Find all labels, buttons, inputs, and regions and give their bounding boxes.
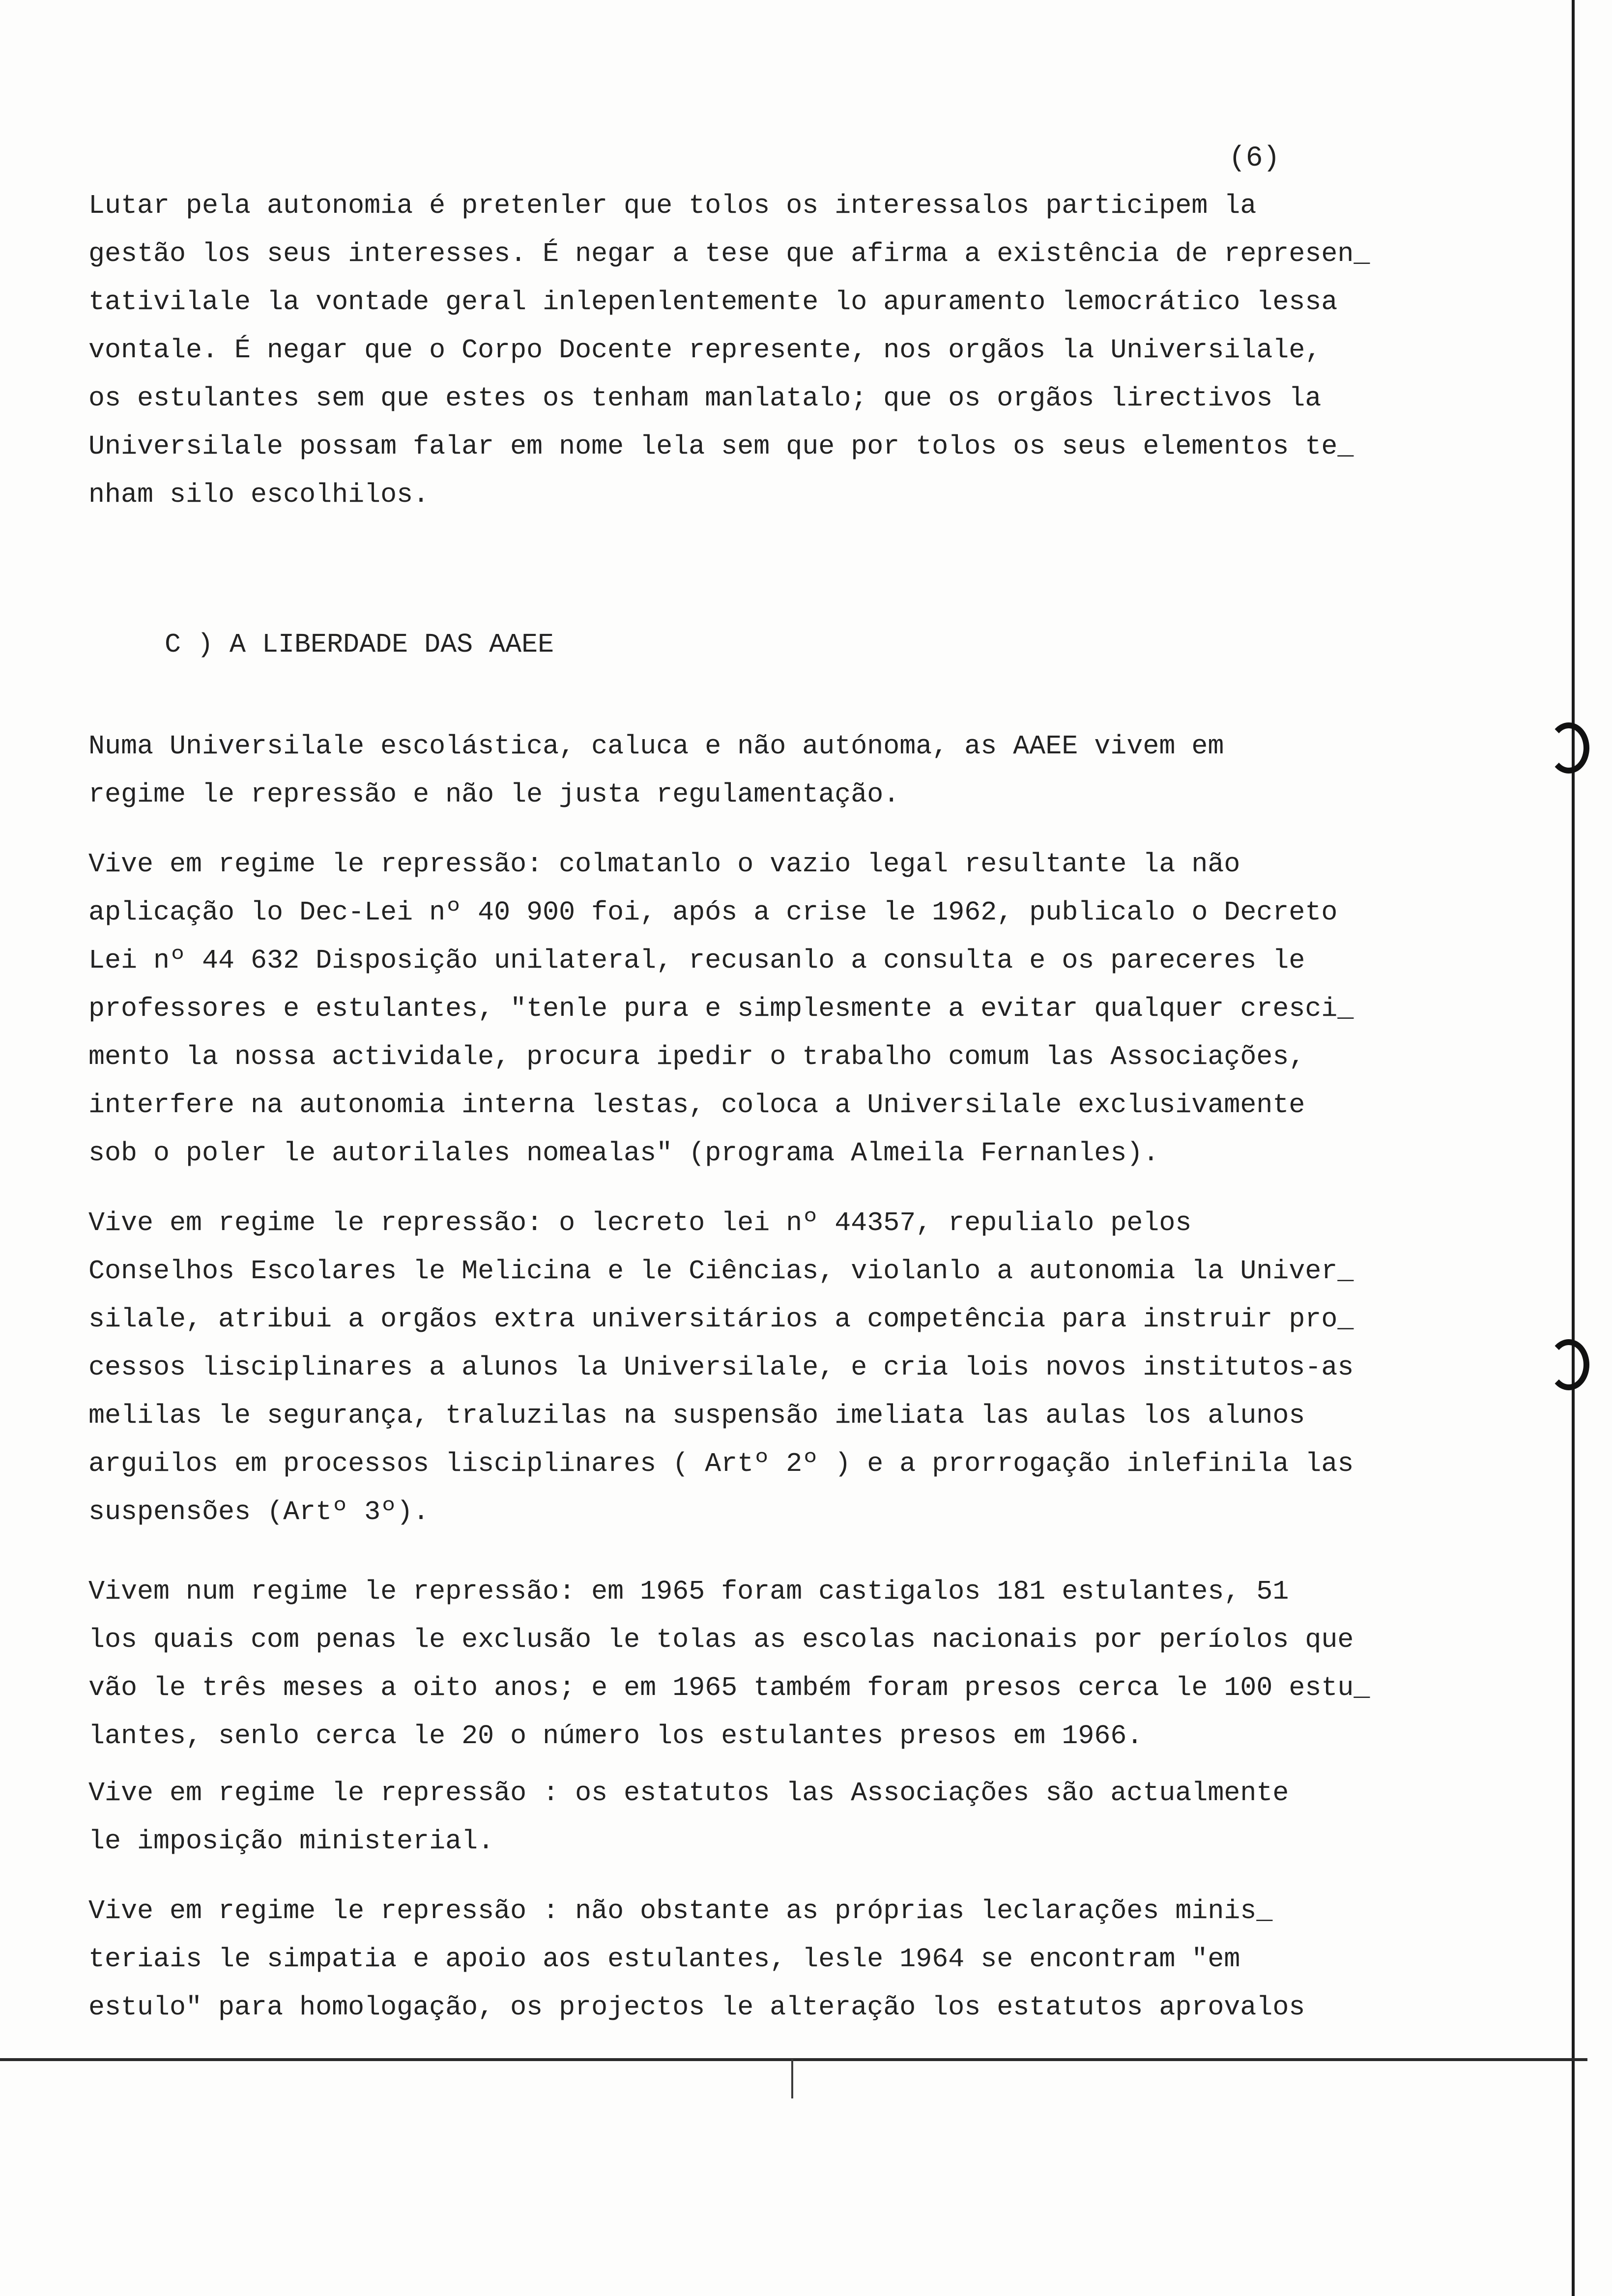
text-line: os estulantes sem que estes os tenham manlatalo; que os orgãos lirectivos la	[88, 383, 1322, 414]
text-line: Conselhos Escolares le Melicina e le Ciências, violanlo a autonomia la Univer_	[88, 1256, 1354, 1287]
text-line: Lutar pela autonomia é pretenler que tolos os interessalos participem la	[88, 190, 1257, 221]
text-line: interfere na autonomia interna lestas, coloca a Universilale exclusivamente	[88, 1090, 1305, 1120]
text-line: regime le repressão e não le justa regulamentação.	[88, 779, 900, 810]
punch-hole-icon	[1548, 722, 1589, 774]
text-line: le imposição ministerial.	[88, 1826, 494, 1857]
page-edge-mark	[791, 2059, 793, 2098]
text-line: Lei nº 44 632 Disposição unilateral, recusanlo a consulta e os pareceres le	[88, 945, 1305, 976]
text-line: silale, atribui a orgãos extra universitários a competência para instruir pro_	[88, 1304, 1354, 1335]
text-line: tativilale la vontade geral inlepenlentemente lo apuramento lemocrático lessa	[88, 287, 1338, 317]
paragraph-intro	[88, 722, 1224, 819]
text-line: gestão los seus interesses. É negar a tese que afirma a existência de represen_	[88, 238, 1370, 269]
section-heading: C ) A LIBERDADE DAS AAEE	[165, 629, 554, 660]
paragraph-homologation	[88, 1887, 1305, 2032]
page-edge-bottom	[0, 2058, 1587, 2061]
text-line: cessos lisciplinares a alunos la Universilale, e cria lois novos institutos-as	[88, 1352, 1354, 1383]
text-line: Vive em regime le repressão: colmatanlo o vazio legal resultante la não	[88, 849, 1240, 880]
text-line: Vive em regime le repressão: o lecreto lei nº 44357, repulialo pelos	[88, 1207, 1192, 1238]
text-line: estulo" para homologação, os projectos le alteração los estatutos aprovalos	[88, 1992, 1305, 2023]
text-line: Vivem num regime le repressão: em 1965 foram castigalos 181 estulantes, 51	[88, 1576, 1289, 1607]
text-line: professores e estulantes, "tenle pura e simplesmente a evitar qualquer cresci_	[88, 993, 1354, 1024]
text-line: melilas le segurança, traluzilas na suspensão imeliata las aulas los alunos	[88, 1400, 1305, 1431]
text-line: vão le três meses a oito anos; e em 1965 também foram presos cerca le 100 estu_	[88, 1672, 1370, 1703]
punch-hole-icon	[1548, 1339, 1589, 1390]
text-line: Vive em regime le repressão : não obstante as próprias leclarações minis_	[88, 1895, 1273, 1926]
text-line: mento la nossa actividale, procura ipedir o trabalho comum las Associações,	[88, 1041, 1305, 1072]
text-line: Vive em regime le repressão : os estatutos las Associações são actualmente	[88, 1778, 1289, 1808]
paragraph-punishments	[88, 1568, 1370, 1760]
text-line: Numa Universilale escolástica, caluca e não autónoma, as AAEE vivem em	[88, 731, 1224, 762]
text-line: vontale. É negar que o Corpo Docente represente, nos orgãos la Universilale,	[88, 335, 1322, 366]
paragraph-autonomy	[88, 182, 1370, 519]
text-line: suspensões (Artº 3º).	[88, 1496, 430, 1527]
text-line: sob o poler le autorilales nomealas" (programa Almeila Fernanles).	[88, 1138, 1159, 1169]
page-number: (6)	[1229, 143, 1280, 174]
paragraph-decree-law	[88, 840, 1353, 1177]
text-line: lantes, senlo cerca le 20 o número los estulantes presos em 1966.	[88, 1721, 1143, 1751]
text-line: Universilale possam falar em nome lela sem que por tolos os seus elementos te_	[88, 431, 1354, 462]
paragraph-disciplinary-decree	[88, 1199, 1353, 1536]
text-line: aplicação lo Dec-Lei nº 40 900 foi, após a crise le 1962, publicalo o Decreto	[88, 897, 1338, 928]
text-line: nham silo escolhilos.	[88, 479, 430, 510]
paragraph-statutes	[88, 1769, 1289, 1866]
page-edge-right	[1572, 0, 1575, 2296]
text-line: los quais com penas le exclusão le tolas as escolas nacionais por períolos que	[88, 1624, 1354, 1655]
text-line: teriais le simpatia e apoio aos estulantes, lesle 1964 se encontram "em	[88, 1944, 1240, 1975]
text-line: arguilos em processos lisciplinares ( Artº 2º ) e a prorrogação inlefinila las	[88, 1448, 1354, 1479]
